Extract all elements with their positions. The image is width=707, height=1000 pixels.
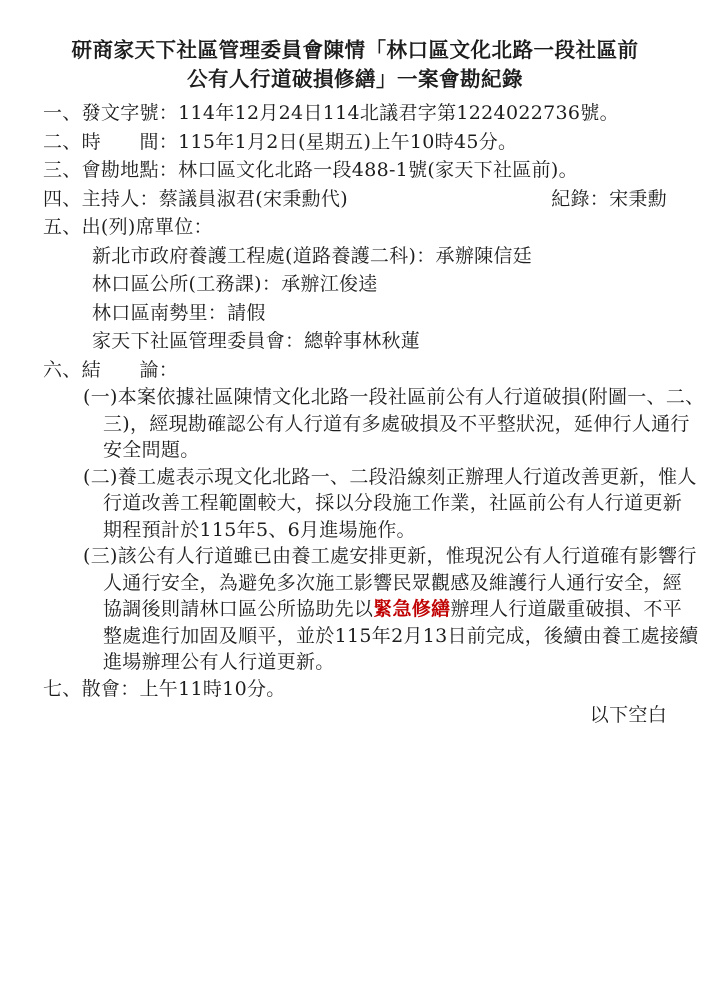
attendee-district-office: 林口區公所(工務課)：承辦江俊逵 xyxy=(92,273,378,295)
line-attendee-units-header: 五、出(列)席單位： xyxy=(43,216,213,238)
conclusion-3-line-3-pre: 協調後則請林口區公所協助先以 xyxy=(103,598,374,620)
urgent-repair-emphasis: 緊急修繕 xyxy=(373,598,451,620)
title-line-2: 公有人行道破損修繕」一案會勘紀錄 xyxy=(187,67,523,91)
conclusion-1-line-3: 安全問題。 xyxy=(103,439,200,461)
conclusion-3-line-1: (三)該公有人行道雖已由養工處安排更新，惟現況公有人行道確有影響行 xyxy=(83,545,697,567)
line-meeting-time: 二、時 間：115年1月2日(星期五)上午10時45分。 xyxy=(43,130,518,153)
attendee-engineering-office: 新北市政府養護工程處(道路養護二科)：承辦陳信廷 xyxy=(92,244,533,267)
conclusion-1-line-1: (一)本案依據社區陳情文化北路一段社區前公有人行道破損(附圖一、二、 xyxy=(83,386,705,408)
conclusion-3-line-3-post: 辦理人行道嚴重破損、不平 xyxy=(450,598,683,620)
conclusion-1-line-2: 三)，經現勘確認公有人行道有多處破損及不平整狀況，延伸行人通行 xyxy=(103,412,690,435)
title-line-1: 研商家天下社區管理委員會陳情「林口區文化北路一段社區前 xyxy=(71,38,639,62)
host-text: 四、主持人：蔡議員淑君(宋秉勳代) xyxy=(43,187,348,210)
attendee-community-committee: 家天下社區管理委員會：總幹事林秋蓮 xyxy=(92,330,421,352)
conclusion-2-line-1: (二)養工處表示現文化北路一、二段沿線刻正辦理人行道改善更新，惟人 xyxy=(83,465,697,488)
attendee-village: 林口區南勢里：請假 xyxy=(92,301,266,324)
conclusion-3-line-3 xyxy=(43,596,683,623)
conclusion-3-line-4: 整處進行加固及順平，並於115年2月13日前完成，後續由養工處接續 xyxy=(103,624,699,647)
conclusion-3-line-5: 進場辦理公有人行道更新。 xyxy=(103,651,335,673)
line-meeting-location: 三、會勘地點：林口區文化北路一段488-1號(家天下社區前)。 xyxy=(43,159,578,181)
blank-below-note: 以下空白 xyxy=(589,704,667,726)
conclusion-2-line-3: 期程預計於115年5、6月進場施作。 xyxy=(103,518,416,541)
conclusion-2-line-2: 行道改善工程範圍較大，採以分段施工作業，社區前公有人行道更新 xyxy=(103,492,683,514)
line-host-and-recorder xyxy=(43,185,667,214)
conclusion-3-line-2: 人通行安全，為避免多次施工影響民眾觀感及維護行人通行安全，經 xyxy=(103,571,683,594)
line-conclusion-header: 六、結 論： xyxy=(43,358,179,381)
document-title xyxy=(43,36,667,94)
line-issue-number: 一、發文字號：114年12月24日114北議君字第1224022736號。 xyxy=(43,102,619,124)
line-adjournment: 七、散會：上午11時10分。 xyxy=(43,677,286,700)
recorder-text: 紀錄：宋秉勳 xyxy=(551,187,667,210)
